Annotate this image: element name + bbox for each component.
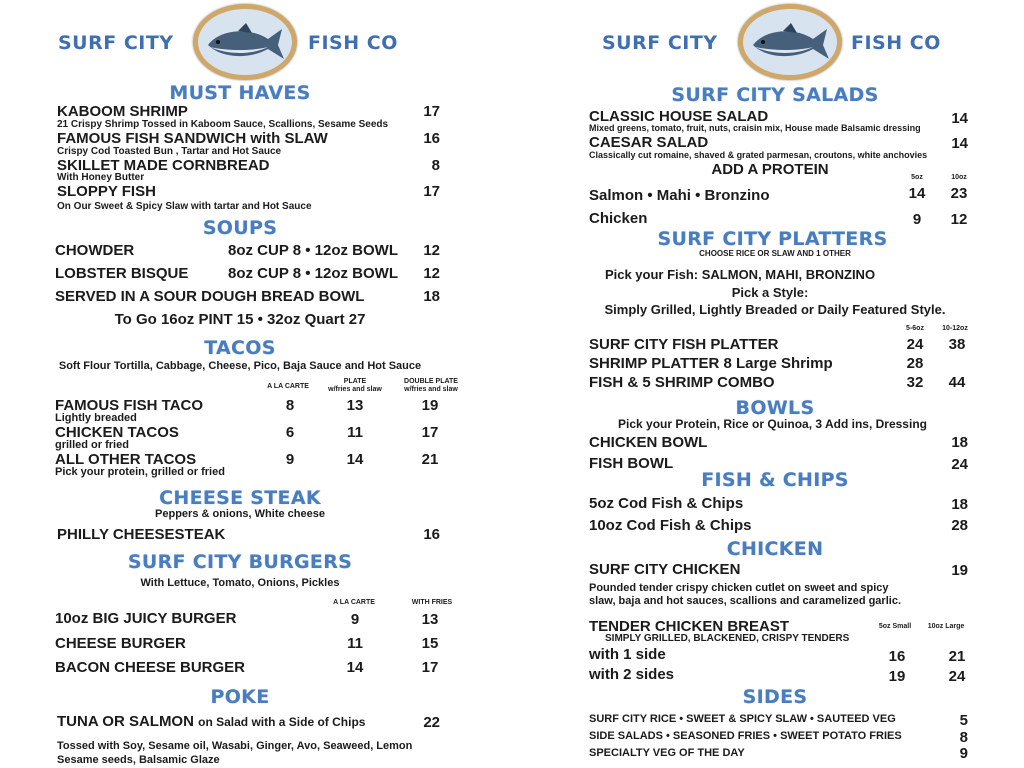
protein-price: 9	[912, 211, 922, 228]
taco-price: 11	[347, 424, 363, 441]
taco-desc: grilled or fried	[55, 439, 129, 451]
poke-title: POKE	[210, 686, 270, 708]
soup-togo: To Go 16oz PINT 15 • 32oz Quart 27	[114, 311, 366, 328]
soup-price: 18	[423, 288, 440, 305]
bowl-price: 18	[951, 434, 968, 451]
sides-title: SIDES	[742, 686, 808, 708]
burger-price: 15	[421, 635, 439, 652]
side-name: SURF CITY RICE • SWEET & SPICY SLAW • SAUTEED VEG	[589, 713, 896, 725]
tacos-col-header: PLATE w/fries and slaw	[328, 378, 382, 393]
chicken-name: SURF CITY CHICKEN	[589, 561, 741, 578]
platter-price: 28	[906, 355, 924, 372]
taco-price: 14	[346, 451, 364, 468]
protein-col-header: 5oz	[911, 174, 923, 181]
poke-desc: Sesame seeds, Balsamic Glaze	[57, 754, 220, 766]
tacos-col-header: A LA CARTE	[267, 383, 309, 390]
item-price: 8	[431, 157, 440, 174]
brand-left-text: SURF CITY	[58, 32, 174, 54]
salads-title: SURF CITY SALADS	[671, 84, 879, 106]
platter-col-header: 10-12oz	[942, 325, 968, 332]
burger-name: BACON CHEESE BURGER	[55, 659, 246, 676]
platter-name: SURF CITY FISH PLATTER	[589, 336, 779, 353]
fish-chips-name: 10oz Cod Fish & Chips	[589, 517, 752, 534]
item-name: SLOPPY FISH	[57, 183, 156, 200]
poke-name-main: TUNA OR SALMON	[57, 713, 194, 730]
taco-desc: Lightly breaded	[55, 412, 137, 424]
taco-price: 6	[285, 424, 295, 441]
taco-price: 19	[421, 397, 439, 414]
fish-chips-price: 28	[951, 517, 968, 534]
cheese-steak-name: PHILLY CHEESESTEAK	[57, 526, 226, 543]
chicken-desc: slaw, baja and hot sauces, scallions and caramelized garlic.	[589, 595, 901, 607]
protein-price: 12	[950, 211, 968, 228]
item-desc: With Honey Butter	[57, 172, 145, 183]
burger-price: 17	[421, 659, 439, 676]
side-price: 8	[959, 729, 968, 746]
chicken-price: 19	[951, 562, 968, 579]
burgers-desc: With Lettuce, Tomato, Onions, Pickles	[140, 577, 340, 589]
item-name: SKILLET MADE CORNBREAD	[57, 157, 270, 174]
breast-col-header: 5oz Small	[878, 623, 912, 630]
add-protein-title: ADD A PROTEIN	[711, 161, 829, 178]
platters-line: Pick a Style:	[731, 285, 809, 300]
salad-desc: Mixed greens, tomato, fruit, nuts, craisin mix, House made Balsamic dressing	[589, 123, 921, 133]
platter-price: 32	[906, 374, 924, 391]
side-name: SIDE SALADS • SEASONED FRIES • SWEET POTATO FRIES	[589, 730, 902, 742]
protein-name: Salmon • Mahi • Bronzino	[589, 187, 770, 204]
poke-name	[57, 713, 365, 730]
soup-name: CHOWDER	[55, 242, 135, 259]
breast-desc: SIMPLY GRILLED, BLACKENED, CRISPY TENDERS	[605, 633, 850, 644]
platter-name: FISH & 5 SHRIMP COMBO	[589, 374, 775, 391]
taco-price: 8	[285, 397, 295, 414]
burgers-title: SURF CITY BURGERS	[127, 551, 353, 573]
soup-name: SERVED IN A SOUR DOUGH BREAD BOWL	[55, 288, 365, 305]
platter-price: 24	[906, 336, 924, 353]
bowl-price: 24	[951, 456, 968, 473]
item-desc: Crispy Cod Toasted Bun , Tartar and Hot Sauce	[57, 146, 282, 157]
protein-col-header: 10oz	[951, 174, 967, 181]
taco-price: 17	[421, 424, 439, 441]
fish-chips-price: 18	[951, 496, 968, 513]
platter-price: 38	[948, 336, 966, 353]
platters-note: CHOOSE RICE OR SLAW AND 1 OTHER	[699, 249, 851, 258]
tacos-desc: Soft Flour Tortilla, Cabbage, Cheese, Pico, Baja Sauce and Hot Sauce	[58, 360, 422, 372]
platters-title: SURF CITY PLATTERS	[657, 228, 888, 250]
cheese-steak-desc: Peppers & onions, White cheese	[155, 508, 325, 520]
soup-price: 12	[423, 265, 440, 282]
burger-name: 10oz BIG JUICY BURGER	[55, 610, 237, 627]
taco-price: 9	[285, 451, 295, 468]
platter-price: 44	[948, 374, 966, 391]
chicken-desc: Pounded tender crispy chicken cutlet on sweet and spicy	[589, 582, 889, 594]
platter-name: SHRIMP PLATTER 8 Large Shrimp	[589, 355, 833, 372]
brand-right-text: FISH CO	[308, 32, 398, 54]
protein-price: 23	[950, 185, 968, 202]
burgers-col-header: A LA CARTE	[333, 599, 375, 606]
bowls-title: BOWLS	[735, 397, 815, 419]
soup-name: LOBSTER BISQUE	[55, 265, 189, 282]
soup-detail: 8oz CUP 8 • 12oz BOWL	[228, 242, 399, 259]
salad-name: CAESAR SALAD	[589, 134, 709, 151]
taco-desc: Pick your protein, grilled or fried	[55, 466, 225, 478]
side-price: 5	[959, 712, 968, 729]
salad-desc: Classically cut romaine, shaved & grated parmesan, croutons, white anchovies	[589, 150, 928, 160]
burger-price: 13	[421, 611, 439, 628]
logo	[193, 4, 297, 80]
bowl-name: FISH BOWL	[589, 455, 674, 472]
platters-line: Pick your Fish: SALMON, MAHI, BRONZINO	[604, 267, 876, 282]
protein-name: Chicken	[589, 210, 648, 227]
protein-price: 14	[908, 185, 926, 202]
breast-row-name: with 1 side	[589, 646, 666, 663]
breast-price: 16	[888, 648, 906, 665]
item-desc: 21 Crispy Shrimp Tossed in Kaboom Sauce, Scallions, Sesame Seeds	[57, 119, 389, 130]
bowls-desc: Pick your Protein, Rice or Quinoa, 3 Add ins, Dressing	[618, 417, 927, 431]
taco-price: 13	[346, 397, 364, 414]
taco-name: CHICKEN TACOS	[55, 424, 179, 441]
platters-line: Simply Grilled, Lightly Breaded or Daily Featured Style.	[604, 302, 946, 317]
item-price: 17	[423, 103, 440, 120]
tacos-title: TACOS	[204, 337, 276, 359]
logo	[738, 4, 842, 80]
platter-col-header: 5-6oz	[906, 325, 924, 332]
must-haves-title: MUST HAVES	[169, 82, 311, 104]
bowl-name: CHICKEN BOWL	[589, 434, 708, 451]
item-price: 16	[423, 130, 440, 147]
fish-chips-name: 5oz Cod Fish & Chips	[589, 495, 744, 512]
burger-name: CHEESE BURGER	[55, 635, 186, 652]
burger-price: 9	[350, 611, 360, 628]
taco-price: 21	[421, 451, 439, 468]
poke-name-suffix: on Salad with a Side of Chips	[198, 715, 366, 729]
tacos-col-header: DOUBLE PLATE w/fries and slaw	[404, 378, 458, 393]
taco-name: ALL OTHER TACOS	[55, 451, 197, 468]
soup-detail: 8oz CUP 8 • 12oz BOWL	[228, 265, 399, 282]
fish-chips-title: FISH & CHIPS	[701, 469, 849, 491]
item-name: KABOOM SHRIMP	[57, 103, 188, 120]
chicken-breast-name: TENDER CHICKEN BREAST	[589, 618, 790, 635]
breast-row-name: with 2 sides	[589, 666, 675, 683]
breast-price: 24	[948, 668, 966, 685]
poke-price: 22	[423, 714, 440, 731]
breast-price: 21	[948, 648, 966, 665]
salad-price: 14	[951, 135, 968, 152]
item-price: 17	[423, 183, 440, 200]
burger-price: 14	[346, 659, 364, 676]
side-name: SPECIALTY VEG OF THE DAY	[589, 747, 745, 759]
soups-title: SOUPS	[202, 217, 278, 239]
brand-left-text: SURF CITY	[602, 32, 718, 54]
item-desc: On Our Sweet & Spicy Slaw with tartar and Hot Sauce	[57, 201, 312, 212]
tuna-fish-icon	[743, 9, 837, 75]
side-price: 9	[959, 745, 968, 762]
cheese-steak-title: CHEESE STEAK	[159, 487, 321, 509]
brand-right-text: FISH CO	[851, 32, 941, 54]
burger-price: 11	[347, 635, 363, 652]
breast-col-header: 10oz Large	[927, 623, 965, 630]
burgers-col-header: WITH FRIES	[411, 599, 453, 606]
breast-price: 19	[888, 668, 906, 685]
salad-name: CLASSIC HOUSE SALAD	[589, 108, 769, 125]
soup-price: 12	[423, 242, 440, 259]
salad-price: 14	[951, 110, 968, 127]
item-name: FAMOUS FISH SANDWICH with SLAW	[57, 130, 328, 147]
cheese-steak-price: 16	[423, 526, 440, 543]
taco-name: FAMOUS FISH TACO	[55, 397, 204, 414]
tuna-fish-icon	[198, 9, 292, 75]
poke-desc: Tossed with Soy, Sesame oil, Wasabi, Ginger, Avo, Seaweed, Lemon	[57, 740, 413, 752]
chicken-title: CHICKEN	[726, 538, 824, 560]
